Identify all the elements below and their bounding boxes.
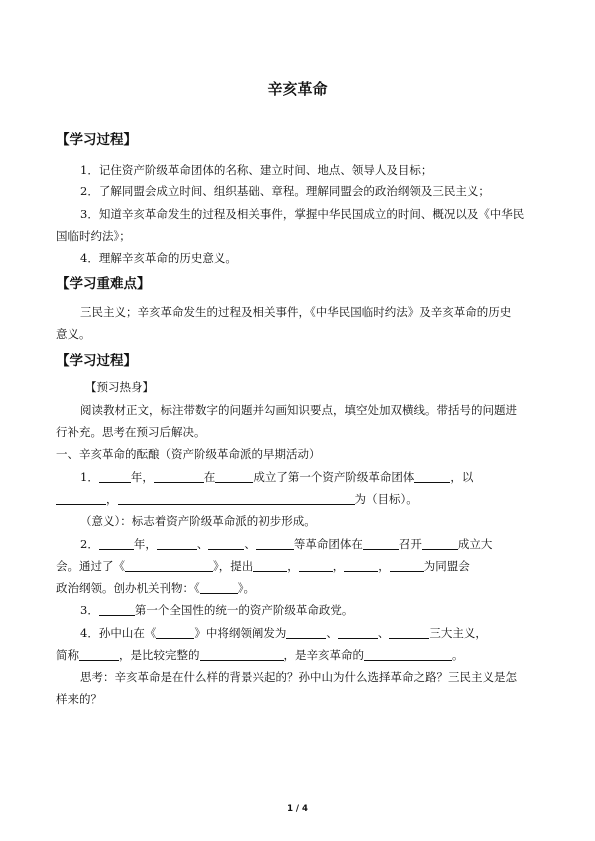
- page-title: 辛亥革命: [267, 80, 328, 98]
- objective-4: 4．理解辛亥革命的历史意义。: [80, 251, 237, 265]
- blank-field[interactable]: [157, 538, 197, 550]
- part-1-heading: 一、辛亥革命的酝酿（资产阶级革命派的早期活动）: [56, 447, 321, 461]
- blank-field[interactable]: [99, 538, 134, 550]
- blank-field[interactable]: [286, 627, 326, 639]
- blank-field[interactable]: [389, 627, 429, 639]
- page-number: 1 / 4: [287, 804, 308, 814]
- blank-field[interactable]: [79, 649, 119, 661]
- instructions-line1: 阅读教材正文，标注带数字的问题并勾画知识要点，填空处加双横线。带括号的问题进: [80, 403, 517, 417]
- objective-3-line2: 国临时约法》；: [56, 229, 131, 243]
- blank-field[interactable]: [200, 649, 284, 661]
- blank-field[interactable]: [208, 538, 244, 550]
- think-question-line2: 样来的？: [56, 692, 102, 706]
- objective-1: 1．记住资产阶级革命团体的名称、建立时间、地点、领导人及目标；: [80, 163, 433, 177]
- blank-field[interactable]: [422, 538, 458, 550]
- blank-field[interactable]: [390, 560, 424, 572]
- blank-field[interactable]: [154, 471, 204, 483]
- meaning-note: （意义）：标志着资产阶级革命派的初步形成。: [80, 514, 316, 528]
- blank-field[interactable]: [363, 538, 399, 550]
- section-heading-process: 【学习过程】: [56, 132, 137, 148]
- blank-field[interactable]: [99, 604, 135, 616]
- blank-field[interactable]: [253, 560, 287, 572]
- question-3: 3． 第一个全国性的统一的资产阶级革命政党。: [80, 603, 354, 617]
- blank-field[interactable]: [344, 560, 378, 572]
- objective-2: 2．了解同盟会成立时间、组织基础、章程。理解同盟会的政治纲领及三民主义；: [80, 184, 490, 198]
- question-2-line2: 会。通过了《 》，提出 ， ， ， 为同盟会: [56, 559, 470, 573]
- blank-field[interactable]: [256, 538, 294, 550]
- blank-field[interactable]: [200, 582, 238, 594]
- blank-field[interactable]: [299, 560, 333, 572]
- blank-field[interactable]: [99, 471, 131, 483]
- question-1-line2: ， 为（目标）。: [56, 492, 418, 506]
- warmup-heading: 【预习热身】: [85, 380, 154, 394]
- question-2-line3: 政治纲领。创办机关刊物：《 》。: [56, 581, 255, 595]
- section-heading-key-points: 【学习重难点】: [56, 276, 151, 292]
- key-points-line1: 三民主义；辛亥革命发生的过程及相关事件，《中华民国临时约法》及辛亥革命的历史: [80, 305, 512, 319]
- blank-field[interactable]: [125, 560, 213, 572]
- question-2-line1: 2． 年， 、 、 等革命团体在 召开 成立大: [80, 537, 493, 551]
- blank-field[interactable]: [215, 471, 253, 483]
- blank-field[interactable]: [56, 493, 106, 505]
- section-heading-process-2: 【学习过程】: [56, 353, 137, 369]
- key-points-line2: 意义。: [56, 327, 91, 341]
- blank-field[interactable]: [364, 649, 452, 661]
- think-question-line1: 思考：辛亥革命是在什么样的背景兴起的？孙中山为什么选择革命之路？三民主义是怎: [80, 670, 517, 684]
- blank-field[interactable]: [156, 627, 194, 639]
- blank-field[interactable]: [338, 627, 378, 639]
- question-4-line1: 4．孙中山在《 》中将纲领阐发为 、 、 三大主义，: [80, 626, 487, 640]
- objective-3-line1: 3．知道辛亥革命发生的过程及相关事件，掌握中华民国成立的时间、概况以及《中华民: [80, 207, 525, 221]
- instructions-line2: 行补充。思考在预习后解决。: [56, 425, 206, 439]
- question-4-line2: 简称 ，是比较完整的 ，是辛亥革命的 。: [56, 648, 464, 662]
- blank-field[interactable]: [118, 493, 355, 505]
- question-1-line1: 1． 年， 在 成立了第一个资产阶级革命团体 ，以: [80, 470, 474, 484]
- blank-field[interactable]: [414, 471, 450, 483]
